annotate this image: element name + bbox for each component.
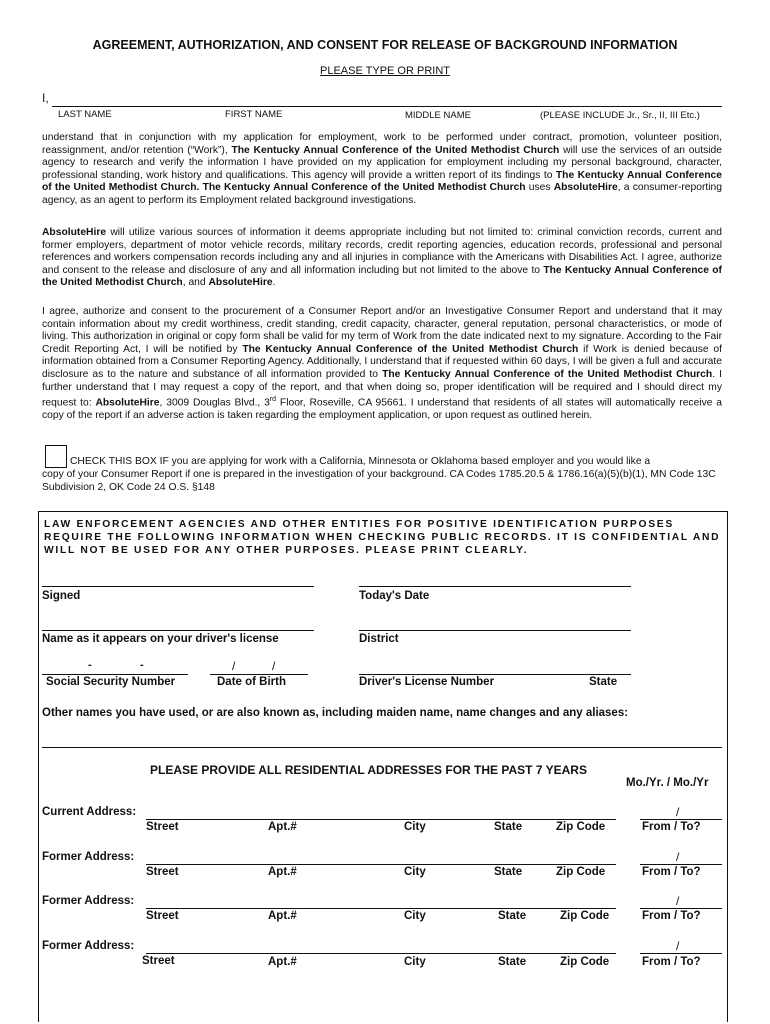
paragraph-sources: AbsoluteHire will utilize various sources of information it deems appropriate including but not limited to: criminal conviction records, current and former employers, department of motor vehicle records, military records, credit reporting agencies, education records, professional and personal references and workers compensation records including any and all injuries in compliance with the Americans with Disabilities Act. I agree, authorize and consent to the release and disclosure of any and all information including but not limited to the above to The Kentucky Annual Conference of the United Methodist Church, and AbsoluteHire.: [42, 227, 722, 289]
address-input-line[interactable]: [146, 864, 616, 865]
signed-label: Signed: [42, 590, 81, 602]
city-col: City: [404, 866, 426, 878]
mo-yr-label: Mo./Yr. / Mo./Yr: [626, 777, 709, 789]
date-slash: /: [676, 850, 680, 864]
middle-name-label: MIDDLE NAME: [405, 110, 471, 121]
address-input-line[interactable]: [146, 953, 616, 954]
todays-date-label: Today's Date: [359, 590, 430, 602]
apt-col: Apt.#: [268, 910, 297, 922]
zip-col: Zip Code: [560, 910, 610, 922]
addresses-heading: PLEASE PROVIDE ALL RESIDENTIAL ADDRESSES FOR THE PAST 7 YEARS: [150, 763, 587, 777]
street-col: Street: [146, 821, 179, 833]
apt-col: Apt.#: [268, 821, 297, 833]
dob-input-line[interactable]: [210, 674, 308, 675]
state-col: State: [498, 956, 527, 968]
license-name-label: Name as it appears on your driver's license: [42, 633, 279, 645]
date-slash: /: [676, 805, 680, 819]
date-slash: /: [676, 939, 680, 953]
address-label: Former Address:: [42, 851, 135, 863]
street-col: Street: [142, 955, 175, 967]
first-name-label: FIRST NAME: [225, 109, 283, 120]
license-name-input-line[interactable]: [42, 630, 314, 631]
state-col: State: [494, 866, 523, 878]
address-input-line[interactable]: [146, 908, 616, 909]
checkbox-text-continued: copy of your Consumer Report if one is prepared in the investigation of your background. CA Codes 1785.20.5 & 1786.16(a)(5)(b)(1), MN Code 13C Subdivision 2, OK Code 24 O.S. §148: [42, 469, 716, 493]
dl-number-label: Driver's License Number: [359, 676, 495, 688]
todays-date-input-line[interactable]: [359, 586, 631, 587]
ssn-label: Social Security Number: [46, 676, 176, 688]
dob-slash-2: /: [272, 659, 276, 673]
street-col: Street: [146, 866, 179, 878]
dl-state-label: State: [589, 676, 618, 688]
apt-col: Apt.#: [268, 866, 297, 878]
apt-col: Apt.#: [268, 956, 297, 968]
from-to-input-line[interactable]: [640, 953, 722, 954]
ssn-dash-2: -: [140, 659, 144, 671]
address-label: Former Address:: [42, 940, 135, 952]
address-label: Former Address:: [42, 895, 135, 907]
paragraph-consent: I agree, authorize and consent to the procurement of a Consumer Report and/or an Investigative Consumer Report and understand that it may contain information about my credit worthiness, credit standing, credit capacity, character, general reputation, personal characteristics, or mode of living. This authorization in original or copy form shall be valid for my term of Work from the date indicated next to my signature. According to the Fair Credit Reporting Act, I will be notified by The Kentucky Annual Conference of the United Methodist Church if Work is denied because of information obtained from a Consumer Reporting Agency. Additionally, I understand that if requested within 60 days, I will be given a full and accurate disclosure as to the nature and substance of all information provided to The Kentucky Annual Conference of the United Methodist Church. I further understand that I may request a copy of the report, and that when doing so, proper identification will be required and I should direct my request to: AbsoluteHire, 3009 Douglas Blvd., 3rd Floor, Roseville, CA 95661. I understand that residents of all states will automatically receive a copy of the report if an adverse action is taken regarding the employment application, or upon request as outlined herein.: [42, 306, 723, 422]
dl-number-input-line[interactable]: [359, 674, 631, 675]
suffix-label: (PLEASE INCLUDE Jr., Sr., II, III Etc.): [540, 110, 700, 121]
city-col: City: [404, 821, 426, 833]
ssn-input-line[interactable]: [42, 674, 188, 675]
from-to-col: From / To?: [642, 821, 701, 833]
date-slash: /: [676, 894, 680, 908]
from-to-input-line[interactable]: [640, 819, 722, 820]
name-input-line[interactable]: [52, 106, 722, 107]
california-copy-checkbox[interactable]: [45, 445, 67, 468]
state-col: State: [498, 910, 527, 922]
zip-col: Zip Code: [560, 956, 610, 968]
last-name-label: LAST NAME: [58, 109, 112, 120]
zip-col: Zip Code: [556, 866, 606, 878]
from-to-input-line[interactable]: [640, 864, 722, 865]
form-title: AGREEMENT, AUTHORIZATION, AND CONSENT FOR RELEASE OF BACKGROUND INFORMATION: [92, 38, 678, 52]
address-label: Current Address:: [42, 806, 137, 818]
address-input-line[interactable]: [146, 819, 616, 820]
form-subtitle: PLEASE TYPE OR PRINT: [319, 65, 450, 77]
other-names-label: Other names you have used, or are also known as, including maiden name, name changes and any aliases:: [42, 707, 629, 719]
name-prefix: I,: [42, 91, 49, 105]
from-to-col: From / To?: [642, 910, 701, 922]
district-input-line[interactable]: [359, 630, 631, 631]
district-label: District: [359, 633, 399, 645]
paragraph-understanding: understand that in conjunction with my application for employment, work to be performed under contract, promotion, volunteer position, reassignment, and/or retention (“Work”), The Kentucky Annual Conference of the United Methodist Church will use the services of an outside agency to research and verify the information I have provided on my application for employment including my personal background, character, professional standing, work history and qualifications. This agency will provide a written report of its findings to The Kentucky Annual Conference of the United Methodist Church. The Kentucky Annual Conference of the United Methodist Church uses AbsoluteHire, a consumer-reporting agency, as an agent to perform its Employment related background investigations.: [42, 132, 723, 206]
street-col: Street: [146, 910, 179, 922]
from-to-input-line[interactable]: [640, 908, 722, 909]
dob-slash-1: /: [232, 659, 236, 673]
city-col: City: [404, 910, 426, 922]
other-names-input-line[interactable]: [42, 747, 722, 748]
ssn-dash-1: -: [88, 659, 92, 671]
city-col: City: [404, 956, 426, 968]
zip-col: Zip Code: [556, 821, 606, 833]
from-to-col: From / To?: [642, 866, 701, 878]
law-enforcement-notice: LAW ENFORCEMENT AGENCIES AND OTHER ENTITIES FOR POSITIVE IDENTIFICATION PURPOSES REQUIRE THE FOLLOWING INFORMATION WHEN CHECKING PUBLIC RECORDS. IT IS CONFIDENTIAL AND WILL NOT BE USED FOR ANY OTHER PURPOSES. PLEASE PRINT CLEARLY.: [44, 519, 721, 556]
checkbox-text: CHECK THIS BOX IF you are applying for work with a California, Minnesota or Oklahoma based employer and you would like a: [70, 456, 651, 467]
state-col: State: [494, 821, 523, 833]
signature-input-line[interactable]: [42, 586, 314, 587]
dob-label: Date of Birth: [217, 676, 286, 688]
from-to-col: From / To?: [642, 956, 701, 968]
